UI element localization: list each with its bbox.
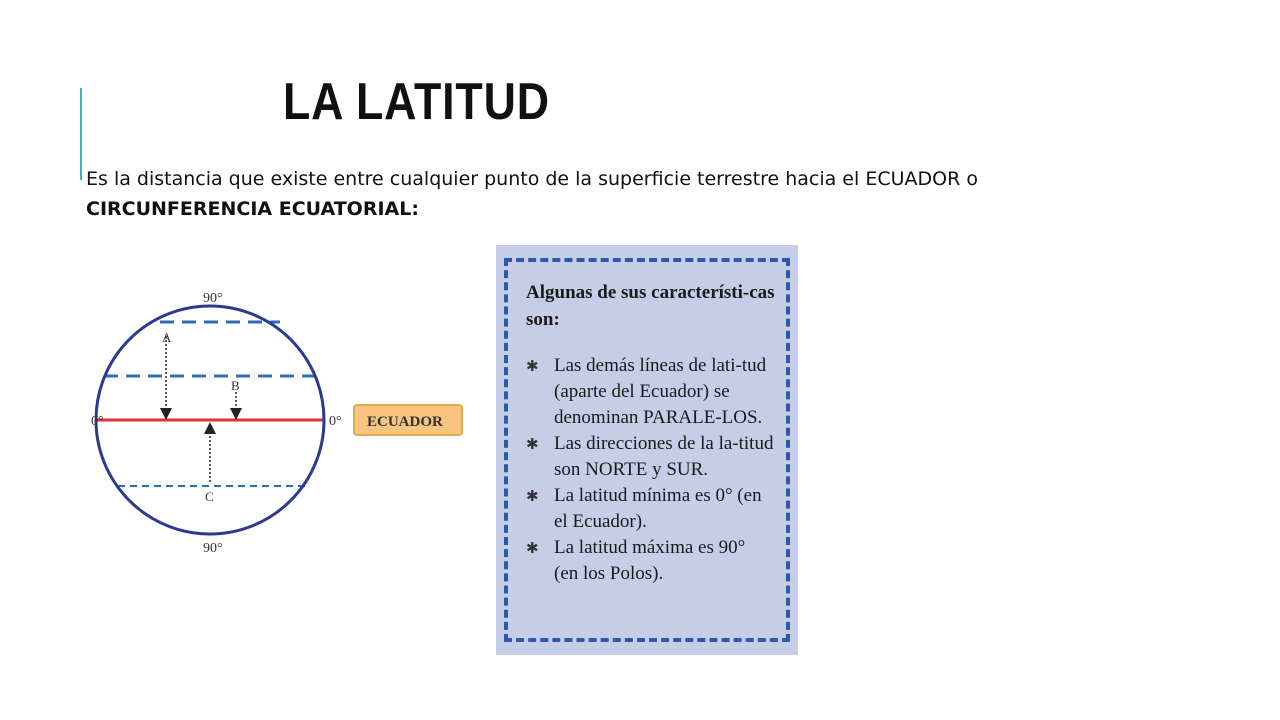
- intro-paragraph: [86, 164, 1026, 224]
- list-item: ✱ Las direcciones de la la-titud son NORTE y SUR.: [526, 433, 774, 480]
- list-item: ✱ Las demás líneas de lati-tud (aparte del Ecuador) se denominan PARALE-LOS.: [526, 355, 767, 428]
- label-top-90: 90°: [203, 291, 223, 306]
- asterisk-icon: ✱: [526, 359, 539, 375]
- latitude-diagram: [91, 282, 480, 562]
- characteristics-list: [524, 353, 774, 587]
- ecuador-tag-label: ECUADOR: [367, 414, 443, 430]
- characteristics-heading: Algunas de sus característi-cas son:: [526, 282, 775, 330]
- label-bottom-90: 90°: [203, 541, 223, 556]
- list-item: ✱ La latitud mínima es 0° (en el Ecuador).: [526, 485, 762, 532]
- label-point-b: B: [231, 378, 240, 393]
- characteristics-box: [496, 245, 798, 655]
- intro-text: Es la distancia que existe entre cualquier punto de la superficie terrestre hacia el ECUADOR o: [86, 168, 978, 190]
- slide-title: LA LATITUD: [283, 73, 550, 131]
- label-left-0: 0°: [91, 414, 104, 429]
- label-right-0: 0°: [329, 414, 342, 429]
- asterisk-icon: ✱: [526, 489, 539, 505]
- accent-line: [80, 88, 82, 180]
- list-item: ✱ La latitud máxima es 90° (en los Polos).: [526, 537, 746, 584]
- asterisk-icon: ✱: [526, 541, 539, 557]
- label-point-c: C: [205, 489, 214, 504]
- asterisk-icon: ✱: [526, 437, 539, 453]
- label-point-a: A: [162, 330, 172, 345]
- intro-bold-text: CIRCUNFERENCIA ECUATORIAL:: [86, 198, 419, 220]
